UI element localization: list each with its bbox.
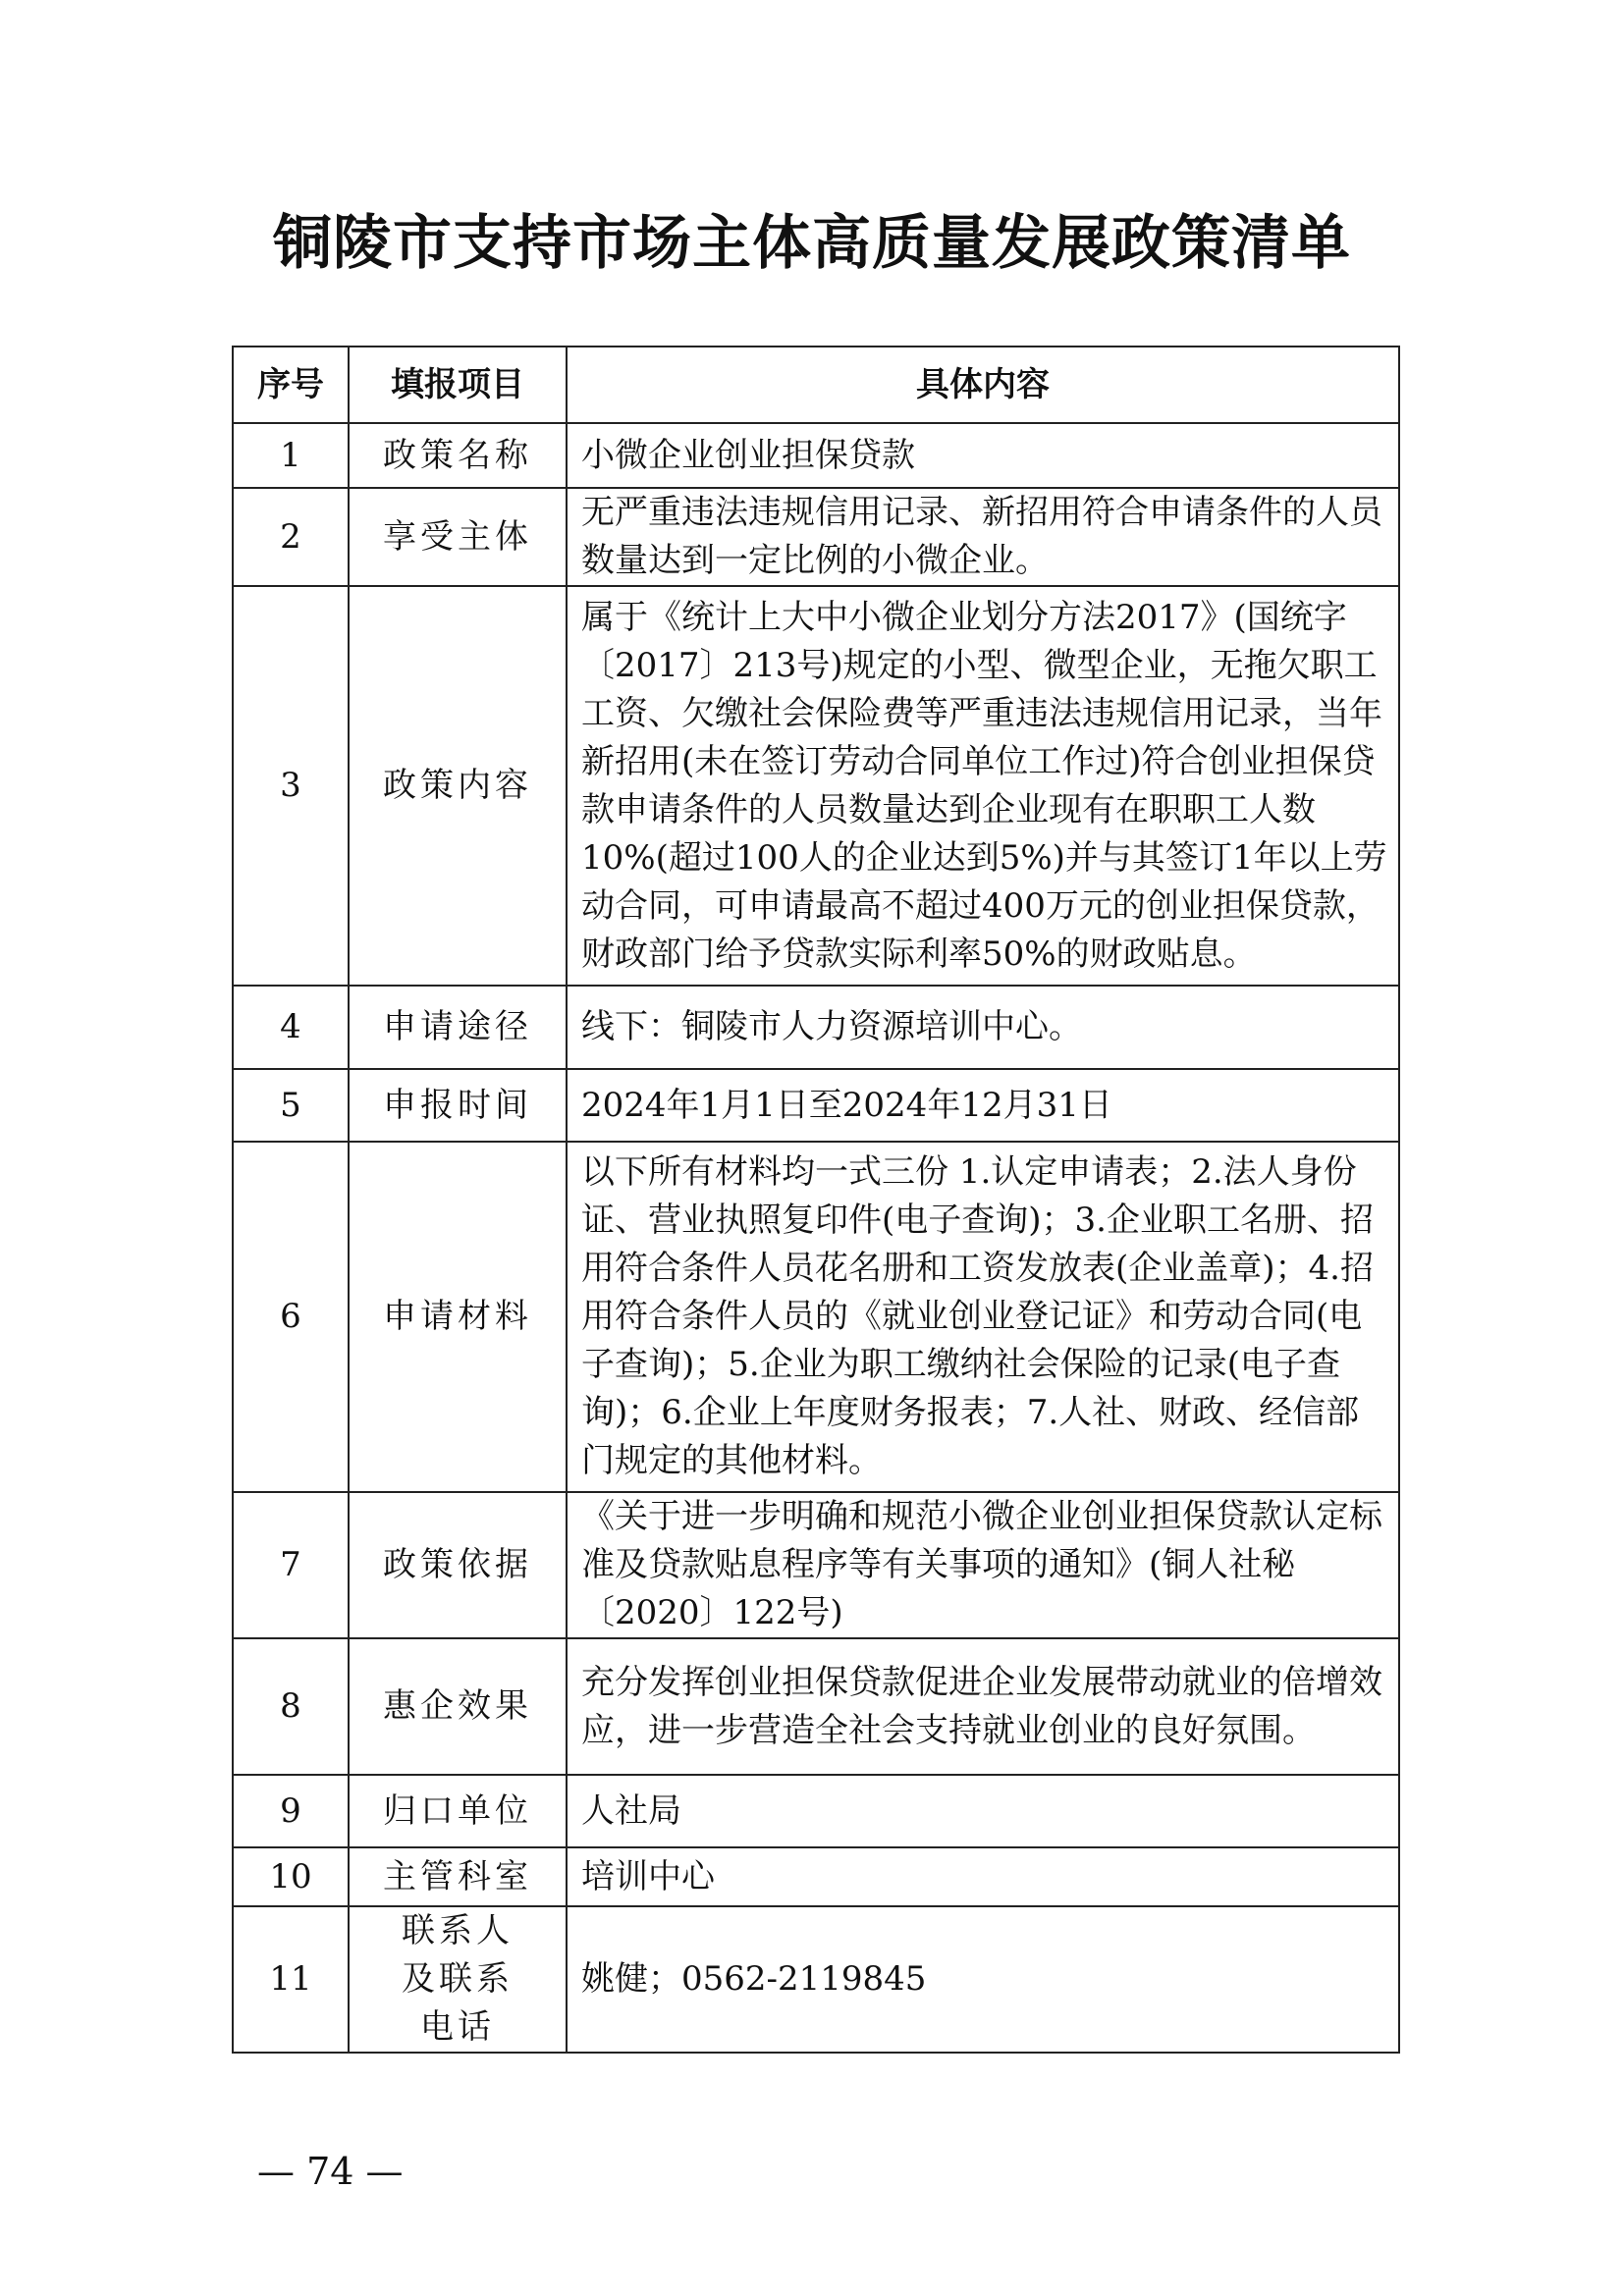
row-item: 申请途径 [349, 986, 567, 1069]
row-number: 3 [233, 586, 349, 986]
row-content: 人社局 [567, 1775, 1399, 1847]
row-item: 政策依据 [349, 1492, 567, 1638]
header-item: 填报项目 [349, 347, 567, 423]
row-content: 《关于进一步明确和规范小微企业创业担保贷款认定标准及贷款贴息程序等有关事项的通知》(铜人社秘〔2020〕122号) [567, 1492, 1399, 1638]
policy-table [232, 346, 1400, 2054]
row-content: 充分发挥创业担保贷款促进企业发展带动就业的倍增效应，进一步营造全社会支持就业创业的良好氛围。 [567, 1638, 1399, 1775]
row-number: 4 [233, 986, 349, 1069]
table-row [233, 586, 1399, 986]
page-title: 铜陵市支持市场主体高质量发展政策清单 [273, 209, 1351, 278]
row-content: 属于《统计上大中小微企业划分方法2017》(国统字〔2017〕213号)规定的小型、微型企业，无拖欠职工工资、欠缴社会保险费等严重违法违规信用记录，当年新招用(未在签订劳动合同单位工作过)符合创业担保贷款申请条件的人员数量达到企业现有在职职工人数10%(超过100人的企业达到5%)并与其签订1年以上劳动合同，可申请最高不超过400万元的创业担保贷款，财政部门给予贷款实际利率50%的财政贴息。 [567, 586, 1399, 986]
row-number: 6 [233, 1142, 349, 1492]
row-content: 无严重违法违规信用记录、新招用符合申请条件的人员数量达到一定比例的小微企业。 [567, 488, 1399, 586]
row-item: 主管科室 [349, 1847, 567, 1906]
row-item: 享受主体 [349, 488, 567, 586]
row-number: 1 [233, 423, 349, 488]
row-content: 线下：铜陵市人力资源培训中心。 [567, 986, 1399, 1069]
table-row [233, 1638, 1399, 1775]
row-number: 10 [233, 1847, 349, 1906]
row-item: 联系人及联系电话 [349, 1906, 567, 2053]
header-serial-number: 序号 [233, 347, 349, 423]
table-row [233, 423, 1399, 488]
row-content: 以下所有材料均一式三份 1.认定申请表；2.法人身份证、营业执照复印件(电子查询)；3.企业职工名册、招用符合条件人员花名册和工资发放表(企业盖章)；4.招用符合条件人员的《就业创业登记证》和劳动合同(电子查询)；5.企业为职工缴纳社会保险的记录(电子查询)；6.企业上年度财务报表；7.人社、财政、经信部门规定的其他材料。 [567, 1142, 1399, 1492]
row-number: 9 [233, 1775, 349, 1847]
row-content: 小微企业创业担保贷款 [567, 423, 1399, 488]
table-row [233, 488, 1399, 586]
row-item: 惠企效果 [349, 1638, 567, 1775]
row-number: 7 [233, 1492, 349, 1638]
row-number: 5 [233, 1069, 349, 1142]
row-item: 政策名称 [349, 423, 567, 488]
table-row [233, 1069, 1399, 1142]
header-content: 具体内容 [567, 347, 1399, 423]
table-row [233, 1775, 1399, 1847]
table-row [233, 986, 1399, 1069]
row-number: 8 [233, 1638, 349, 1775]
table-header-row [233, 347, 1399, 423]
row-item: 归口单位 [349, 1775, 567, 1847]
row-content: 姚健；0562-2119845 [567, 1906, 1399, 2053]
row-number: 2 [233, 488, 349, 586]
table-row [233, 1142, 1399, 1492]
table-row [233, 1906, 1399, 2053]
table-row [233, 1847, 1399, 1906]
row-item: 政策内容 [349, 586, 567, 986]
row-content: 2024年1月1日至2024年12月31日 [567, 1069, 1399, 1142]
row-item: 申报时间 [349, 1069, 567, 1142]
page-number: — 74 — [257, 2150, 404, 2193]
row-item: 申请材料 [349, 1142, 567, 1492]
row-number: 11 [233, 1906, 349, 2053]
table-row [233, 1492, 1399, 1638]
row-content: 培训中心 [567, 1847, 1399, 1906]
